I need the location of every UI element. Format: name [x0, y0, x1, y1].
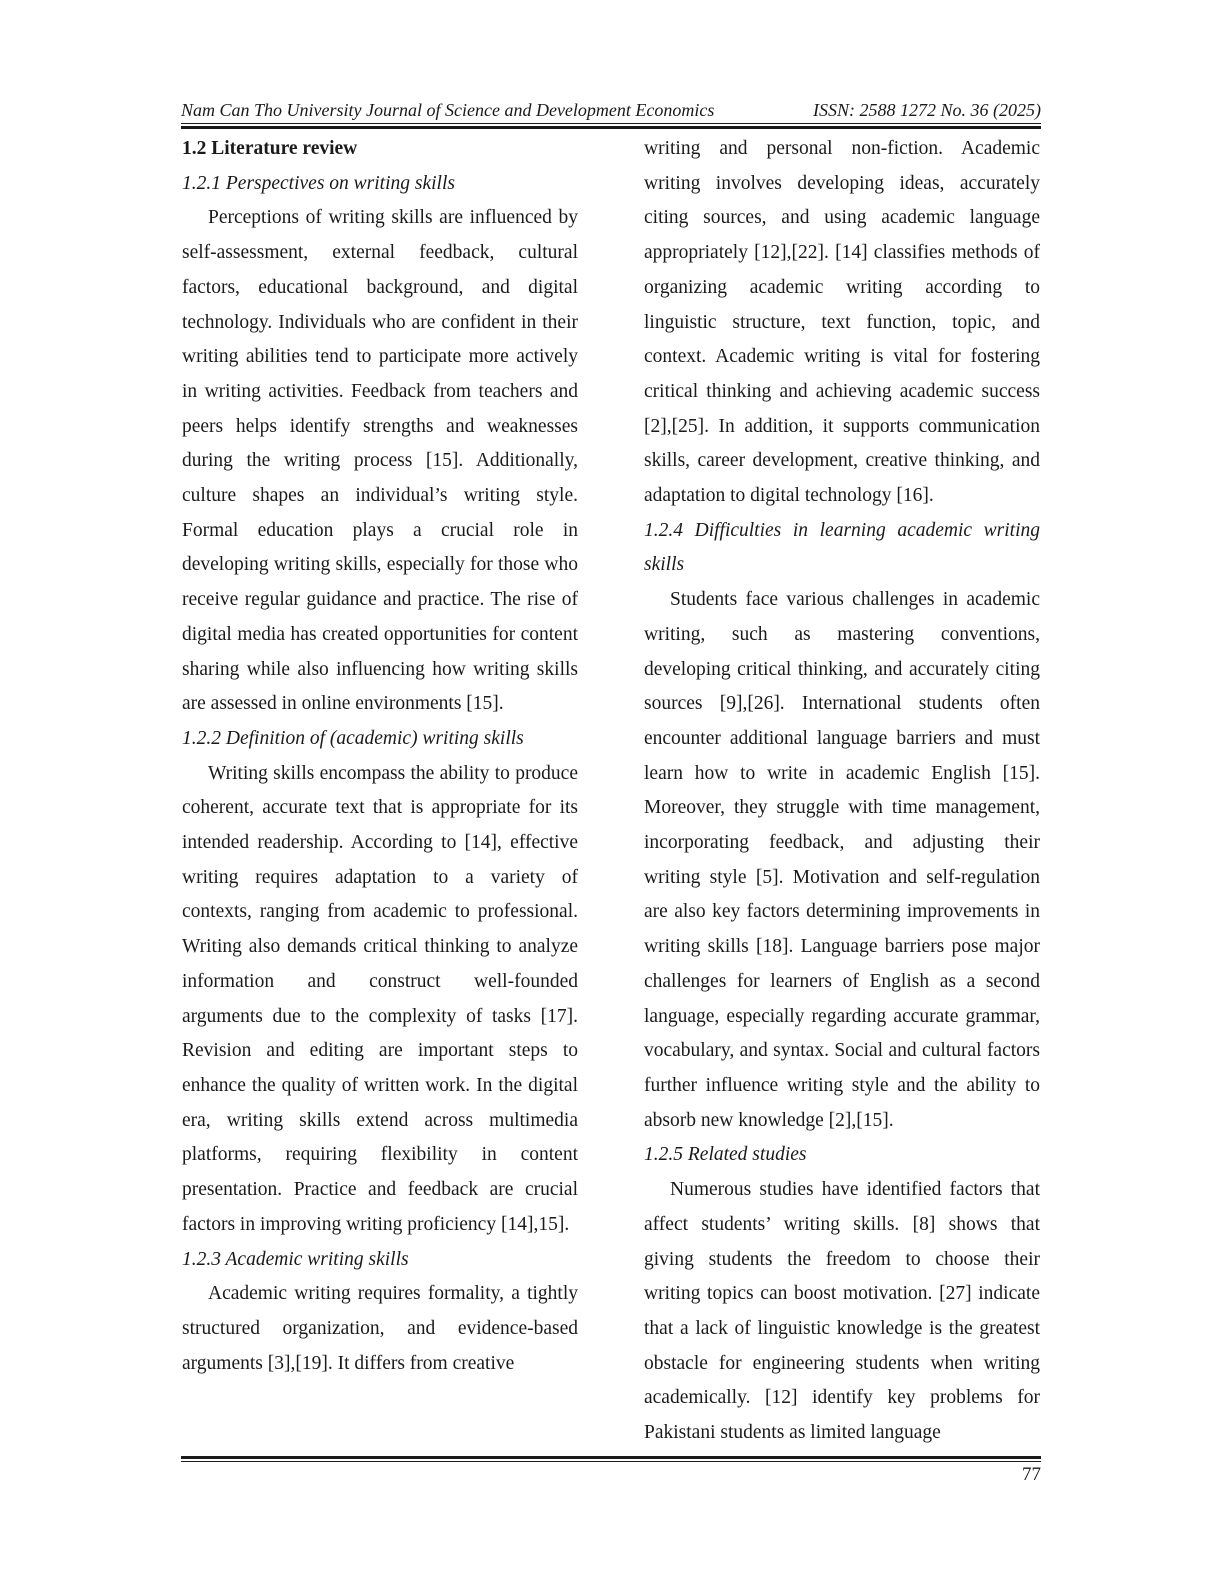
section-heading: 1.2 Literature review [182, 138, 358, 159]
journal-title: Nam Can Tho University Journal of Science and Development Economics [181, 100, 715, 120]
page-number: 77 [1022, 1464, 1041, 1485]
right-column [644, 132, 1040, 1451]
subsection-heading-1-2-4: 1.2.4 Difficulties in learning academic writing skills [644, 519, 1040, 576]
footer-rule-thin [181, 1461, 1041, 1462]
header-rule-thick [181, 126, 1041, 129]
subsection-heading-1-2-5: 1.2.5 Related studies [644, 1144, 807, 1166]
issn-issue: ISSN: 2588 1272 No. 36 (2025) [813, 100, 1041, 120]
paragraph-academic-writing-end: writing and personal non-fiction. Academic writing involves developing ideas, accurately citing sources, and using academic language appropriately [12],[22]. [14] classifies methods of organizing academic writing according to linguistic structure, text function, topic, and context. Academic writing is vital for fostering critical thinking and achieving academic success [2],[25]. In addition, it supports communication skills, career development, creative thinking, and adaptation to digital technology [16]. [644, 138, 1040, 507]
subsection-heading-1-2-3: 1.2.3 Academic writing skills [182, 1248, 409, 1270]
paragraph-academic-writing-start: Academic writing requires formality, a tightly structured organization, and evidence-based arguments [3],[19]. It differs from creative [182, 1283, 578, 1374]
left-column [182, 132, 578, 1381]
running-header [181, 97, 1041, 123]
paragraph-definition: Writing skills encompass the ability to produce coherent, accurate text that is appropriate for its intended readership. According to [14], effective writing requires adaptation to a variety of contexts, ranging from academic to professional. Writing also demands critical thinking to analyze information and construct well-founded arguments due to the complexity of tasks [17]. Revision and editing are important steps to enhance the quality of written work. In the digital era, writing skills extend across multimedia platforms, requiring flexibility in content presentation. Practice and feedback are crucial factors in improving writing proficiency [14],15]. [182, 762, 578, 1235]
subsection-heading-1-2-2: 1.2.2 Definition of (academic) writing skills [182, 727, 524, 749]
subsection-heading-1-2-1: 1.2.1 Perspectives on writing skills [182, 172, 455, 194]
header-rule-thin [181, 123, 1041, 124]
footer-rule-thick [181, 1456, 1041, 1459]
paragraph-difficulties: Students face various challenges in academic writing, such as mastering conventions, developing critical thinking, and accurately citing sources [9],[26]. International students often encounter additional language barriers and must learn how to write in academic English [15]. Moreover, they struggle with time management, incorporating feedback, and adjusting their writing style [5]. Motivation and self-regulation are also key factors determining improvements in writing skills [18]. Language barriers pose major challenges for learners of English as a second language, especially regarding accurate grammar, vocabulary, and syntax. Social and cultural factors further influence writing style and the ability to absorb new knowledge [2],[15]. [644, 589, 1040, 1131]
paragraph-perspectives: Perceptions of writing skills are influenced by self-assessment, external feedback, cultural factors, educational background, and digital technology. Individuals who are confident in their writing abilities tend to participate more actively in writing activities. Feedback from teachers and peers helps identify strengths and weaknesses during the writing process [15]. Additionally, culture shapes an individual’s writing style. Formal education plays a crucial role in developing writing skills, especially for those who receive regular guidance and practice. The rise of digital media has created opportunities for content sharing while also influencing how writing skills are assessed in online environments [15]. [182, 207, 578, 715]
paragraph-related-studies: Numerous studies have identified factors that affect students’ writing skills. [8] shows that giving students the freedom to choose their writing topics can boost motivation. [27] indicate that a lack of linguistic knowledge is the greatest obstacle for engineering students when writing academically. [12] identify key problems for Pakistani students as limited language [644, 1179, 1040, 1444]
